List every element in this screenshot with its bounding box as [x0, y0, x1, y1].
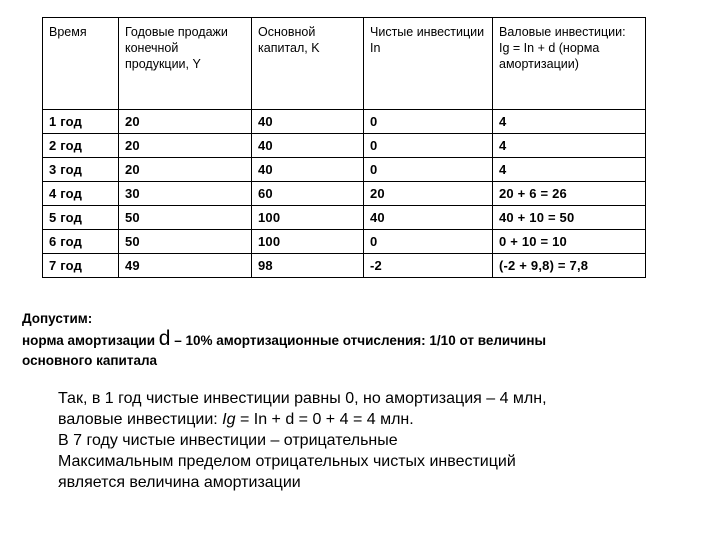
cell-gross-investment: 4 [493, 158, 646, 182]
cell-sales: 50 [119, 206, 252, 230]
note-line: основного капитала [22, 353, 158, 368]
cell-net-investment: 0 [364, 230, 493, 254]
table-row [43, 230, 646, 254]
cell-year: 3 год [43, 158, 119, 182]
cell-gross-investment: (-2 + 9,8) = 7,8 [493, 254, 646, 278]
cell-capital: 40 [252, 158, 364, 182]
header-net-investment: Чистые инвестиции In [364, 18, 493, 110]
header-fixed-capital: Основной капитал, K [252, 18, 364, 110]
assumption-note [22, 309, 702, 371]
cell-net-investment: -2 [364, 254, 493, 278]
cell-capital: 100 [252, 230, 364, 254]
table-row [43, 110, 646, 134]
note-line [22, 329, 702, 351]
cell-capital: 40 [252, 134, 364, 158]
example-line: Так, в 1 год чистые инвестиции равны 0, но амортизация – 4 млн, [58, 390, 547, 407]
depreciation-symbol: d [158, 327, 171, 350]
cell-year: 2 год [43, 134, 119, 158]
cell-net-investment: 0 [364, 134, 493, 158]
cell-year: 7 год [43, 254, 119, 278]
table-row [43, 182, 646, 206]
cell-gross-investment: 0 + 10 = 10 [493, 230, 646, 254]
cell-capital: 60 [252, 182, 364, 206]
cell-gross-investment: 40 + 10 = 50 [493, 206, 646, 230]
cell-capital: 40 [252, 110, 364, 134]
cell-sales: 49 [119, 254, 252, 278]
cell-capital: 98 [252, 254, 364, 278]
cell-year: 1 год [43, 110, 119, 134]
cell-gross-investment: 20 + 6 = 26 [493, 182, 646, 206]
example-explanation [58, 388, 698, 493]
example-line: является величина амортизации [58, 474, 301, 491]
example-line: Максимальным пределом отрицательных чистых инвестиций [58, 453, 516, 470]
cell-net-investment: 0 [364, 110, 493, 134]
example-text: валовые инвестиции: [58, 411, 223, 428]
gross-investment-symbol: Ig [222, 411, 236, 428]
cell-year: 4 год [43, 182, 119, 206]
cell-capital: 100 [252, 206, 364, 230]
table-row [43, 134, 646, 158]
header-gross-investment: Валовые инвестиции: Ig = In + d (норма амортизации) [493, 18, 646, 110]
cell-year: 5 год [43, 206, 119, 230]
cell-gross-investment: 4 [493, 110, 646, 134]
header-annual-sales: Годовые продажи конечной продукции, Y [119, 18, 252, 110]
table-row [43, 158, 646, 182]
cell-year: 6 год [43, 230, 119, 254]
example-text: = In + d = 0 + 4 = 4 млн. [235, 411, 414, 428]
cell-sales: 20 [119, 158, 252, 182]
cell-sales: 30 [119, 182, 252, 206]
note-heading: Допустим: [22, 311, 93, 326]
header-time: Время [43, 18, 119, 110]
table-row [43, 206, 646, 230]
example-line: В 7 году чистые инвестиции – отрицательные [58, 432, 398, 449]
note-text: норма амортизации [22, 333, 159, 348]
cell-net-investment: 40 [364, 206, 493, 230]
investment-table [42, 17, 646, 278]
cell-net-investment: 20 [364, 182, 493, 206]
table-row [43, 254, 646, 278]
table-header-row [43, 18, 646, 110]
note-text: – 10% амортизационные отчисления: 1/10 от величины [170, 333, 547, 348]
cell-net-investment: 0 [364, 158, 493, 182]
cell-sales: 20 [119, 110, 252, 134]
cell-sales: 20 [119, 134, 252, 158]
cell-gross-investment: 4 [493, 134, 646, 158]
cell-sales: 50 [119, 230, 252, 254]
example-line [58, 409, 698, 430]
